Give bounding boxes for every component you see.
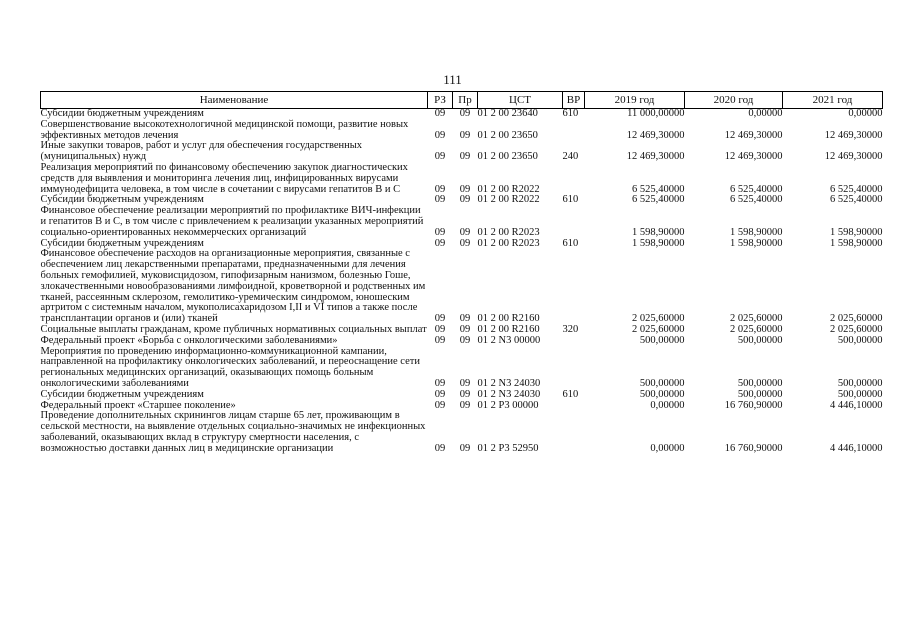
row-vr [563,120,585,142]
row-cst: 01 2 00 R2022 [477,194,540,206]
row-cst: 01 2 00 23640 [477,108,538,119]
row-pr: 09 [459,108,471,119]
row-vr [563,347,585,390]
row-pr: 09 [459,129,471,141]
row-rz: 09 [434,151,446,163]
row-2020: 12 469,30000 [724,129,783,141]
row-cst: 01 2 00 R2023 [477,237,540,249]
row-name: Субсидии бюджетным учреждениям [40,388,204,400]
col-header-2020: 2020 год [685,92,783,109]
row-name: Совершенствование высокотехнологичной медицинской помощи, развитие новых эффективных методов лечения [40,118,409,141]
row-cst: 01 2 00 23650 [477,151,538,163]
row-rz: 09 [434,388,446,400]
row-vr [563,249,585,325]
col-header-2021: 2021 год [783,92,883,109]
row-vr [563,336,585,347]
row-cst: 01 2 P3 52950 [477,442,539,454]
row-pr: 09 [459,334,471,346]
row-2019: 1 598,90000 [632,237,685,249]
row-cst: 01 2 00 R2160 [477,313,540,325]
row-pr: 09 [459,442,471,454]
row-cst: 01 2 P3 00000 [477,399,539,411]
col-header-name: Наименование [41,92,428,109]
row-vr: 610 [562,194,579,206]
row-rz: 09 [434,323,446,335]
table-row [41,120,883,142]
row-2021: 500,00000 [837,334,883,346]
row-2019: 500,00000 [639,377,685,389]
table-row [41,347,883,390]
budget-table [40,91,883,455]
row-name: Реализация мероприятий по финансовому обеспечению закупок диагностических средств для выявления и мониторинга лечения лиц, инфицированных вирусами иммунодефицита человека, в том числе в сочетании с вирусами гепатитов В и С [40,161,408,195]
row-2020: 16 760,90000 [724,399,783,411]
row-2020: 500,00000 [737,377,783,389]
row-pr: 09 [459,151,471,163]
row-vr: 610 [562,237,579,249]
row-pr: 09 [459,194,471,206]
row-2020: 6 525,40000 [730,183,783,195]
col-header-vr: ВР [563,92,585,109]
row-vr [563,206,585,238]
row-2020: 500,00000 [737,388,783,400]
row-name: Проведение дополнительных скринингов лицам старше 65 лет, проживающим в сельской местности, на выявление отдельных социально-значимых не инфекционных заболеваний, оказывающих вклад в структуру смертности населения, с возможностью доставки данных лиц в медицинские организации [40,410,426,454]
row-2020: 2 025,60000 [730,313,783,325]
row-2020: 0,00000 [748,108,783,119]
table-row [41,206,883,238]
row-2021: 6 525,40000 [830,183,883,195]
row-2019: 0,00000 [650,399,685,411]
row-2021: 4 446,10000 [830,442,883,454]
col-header-pr: Пр [453,92,478,109]
row-2020: 2 025,60000 [730,323,783,335]
row-2021: 0,00000 [848,108,883,119]
row-rz: 09 [434,183,446,195]
row-2019: 11 000,00000 [627,108,685,119]
row-cst: 01 2 00 R2022 [477,183,540,195]
row-pr: 09 [459,226,471,238]
row-pr: 09 [459,388,471,400]
row-cst: 01 2 00 23650 [477,129,538,141]
row-vr [563,411,585,454]
row-name: Иные закупки товаров, работ и услуг для обеспечения государственных (муниципальных) нужд [40,140,363,163]
row-rz: 09 [434,313,446,325]
row-pr: 09 [459,237,471,249]
col-header-2019: 2019 год [585,92,685,109]
row-2019: 6 525,40000 [632,194,685,206]
row-rz: 09 [434,194,446,206]
row-2019: 1 598,90000 [632,226,685,238]
row-vr: 320 [562,323,579,335]
row-2019: 500,00000 [639,388,685,400]
row-cst: 01 2 N3 24030 [477,377,541,389]
row-2021: 2 025,60000 [830,323,883,335]
row-name: Субсидии бюджетным учреждениям [40,108,204,119]
table-row [41,336,883,347]
row-2021: 4 446,10000 [830,399,883,411]
row-2019: 0,00000 [650,442,685,454]
row-2021: 1 598,90000 [830,226,883,238]
row-2021: 12 469,30000 [824,151,883,163]
col-header-rz: РЗ [428,92,453,109]
row-name: Субсидии бюджетным учреждениям [40,194,204,206]
row-2020: 1 598,90000 [730,226,783,238]
row-2021: 12 469,30000 [824,129,883,141]
row-rz: 09 [434,108,446,119]
row-2019: 500,00000 [639,334,685,346]
row-vr [563,401,585,412]
row-vr: 610 [562,388,579,400]
row-name: Мероприятия по проведению информационно-коммуникационной кампании, направленной на профилактику онкологических заболеваний, и переоснащение сети региональных медицинских организаций, оказывающих помощь больным онкологическими заболеваниями [40,345,420,389]
table-row [41,411,883,454]
row-name: Финансовое обеспечение реализации мероприятий по профилактике ВИЧ-инфекции и гепатитов В и С, в том числе с привлечением к реализации указанных мероприятий социально-ориентированных некоммерческих организаций [40,205,424,238]
row-name: Субсидии бюджетным учреждениям [40,237,204,249]
row-rz: 09 [434,399,446,411]
row-pr: 09 [459,399,471,411]
row-2021: 6 525,40000 [830,194,883,206]
row-name: Федеральный проект «Старшее поколение» [40,399,236,411]
row-rz: 09 [434,334,446,346]
table-row [41,249,883,325]
row-2020: 12 469,30000 [724,151,783,163]
row-pr: 09 [459,377,471,389]
row-2019: 6 525,40000 [632,183,685,195]
col-header-cst: ЦСТ [478,92,563,109]
row-2019: 2 025,60000 [632,313,685,325]
table-row [41,163,883,195]
table-row [41,141,883,163]
row-cst: 01 2 N3 24030 [477,388,541,400]
row-2019: 12 469,30000 [626,151,685,163]
row-2021: 500,00000 [837,388,883,400]
table-header-row [41,92,883,109]
row-2021: 2 025,60000 [830,313,883,325]
row-rz: 09 [434,226,446,238]
row-2020: 16 760,90000 [724,442,783,454]
row-rz: 09 [434,377,446,389]
row-2019: 12 469,30000 [626,129,685,141]
table-body [41,109,883,455]
table-row [41,390,883,401]
row-rz: 09 [434,442,446,454]
row-2020: 500,00000 [737,334,783,346]
row-2019: 2 025,60000 [632,323,685,335]
row-2020: 1 598,90000 [730,237,783,249]
row-cst: 01 2 N3 00000 [477,334,541,346]
row-2021: 1 598,90000 [830,237,883,249]
row-name: Социальные выплаты гражданам, кроме публичных нормативных социальных выплат [40,323,427,335]
row-vr [563,163,585,195]
row-pr: 09 [459,323,471,335]
row-pr: 09 [459,183,471,195]
row-pr: 09 [459,313,471,325]
row-rz: 09 [434,237,446,249]
row-2021: 500,00000 [837,377,883,389]
row-cst: 01 2 00 R2160 [477,323,540,335]
row-name: Федеральный проект «Борьба с онкологическими заболеваниями» [40,334,338,346]
row-rz: 09 [434,129,446,141]
row-name: Финансовое обеспечение расходов на организационные мероприятия, связанные с обеспечением лиц лекарственными препаратами, предназначенными для лечения больных гемофилией, муковисцидозом, гипофизарным нанизмом, болезнью Гоше, злокачественными новообразованиями лимфоидной, кроветворной и родственных им тканей, рассеянным склерозом, гемолитико-уремическим синдромом, юношеским артритом с системным началом, мукополисахаридозом I,II и VI типов а также после трансплантации органов и (или) тканей [40,248,426,325]
row-vr: 240 [562,151,579,163]
page-number: 111 [443,72,462,87]
row-cst: 01 2 00 R2023 [477,226,540,238]
row-2020: 6 525,40000 [730,194,783,206]
row-vr: 610 [562,108,579,119]
